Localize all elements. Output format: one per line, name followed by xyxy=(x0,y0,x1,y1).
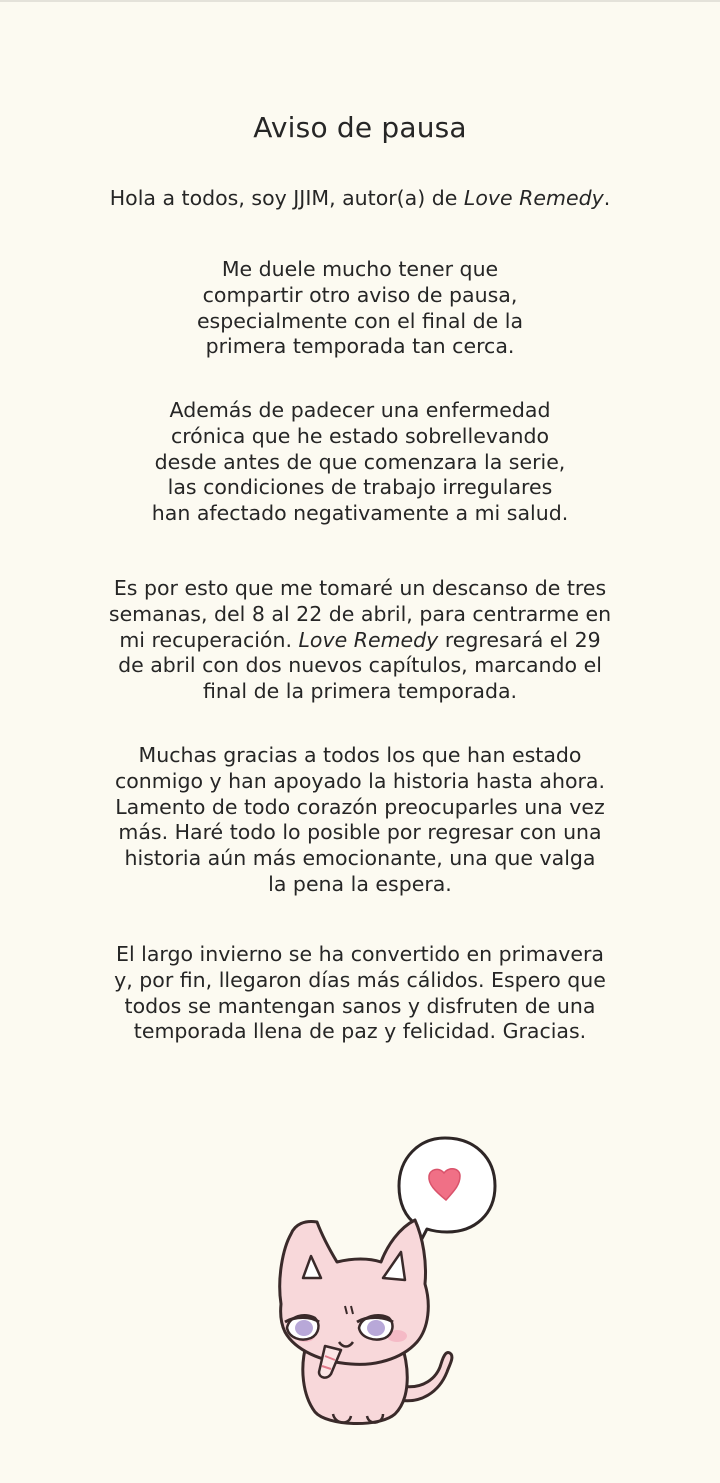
greeting-paragraph xyxy=(0,186,720,212)
paragraph-line xyxy=(0,628,720,654)
top-divider xyxy=(0,0,720,2)
paragraph-line: semanas, del 8 al 22 de abril, para centrarme en xyxy=(108,601,612,626)
paragraph-line: han afectado negativamente a mi salud. xyxy=(151,501,569,526)
greeting-line xyxy=(0,186,720,212)
paragraph-line: primera temporada tan cerca. xyxy=(205,334,515,359)
paragraph-line: y, por fin, llegaron días más cálidos. Espero que xyxy=(114,967,606,992)
paragraph-line: final de la primera temporada. xyxy=(202,679,518,704)
line-text: regresará el 29 xyxy=(438,627,601,652)
paragraph-line: Muchas gracias a todos los que han estado xyxy=(138,743,582,767)
greeting-punctuation: . xyxy=(603,186,611,210)
health-paragraph xyxy=(0,398,720,527)
line-text: mi recuperación. xyxy=(119,627,299,652)
paragraph-line: El largo invierno se ha convertido en primavera xyxy=(116,942,604,966)
closing-paragraph xyxy=(0,942,720,1045)
page-title: Aviso de pausa xyxy=(253,110,467,144)
paragraph-line: las condiciones de trabajo irregulares xyxy=(167,475,553,500)
paragraph-line: Me duele mucho tener que xyxy=(221,257,499,281)
paragraph-line: desde antes de que comenzara la serie, xyxy=(154,449,566,474)
paragraph-line: crónica que he estado sobrellevando xyxy=(170,423,550,448)
paragraph-line: Lamento de todo corazón preocuparles una vez xyxy=(115,794,605,819)
paragraph-line: Además de padecer una enfermedad xyxy=(169,398,551,422)
paragraph-line: historia aún más emocionante, una que valga xyxy=(124,846,596,871)
paragraph-line: más. Haré todo lo posible por regresar con una xyxy=(118,820,602,845)
paragraph-line: especialmente con el final de la xyxy=(196,308,524,333)
paragraph-line: conmigo y han apoyado la historia hasta ahora. xyxy=(114,768,606,793)
work-title: Love Remedy xyxy=(298,627,439,652)
hiatus-dates-paragraph xyxy=(0,576,720,705)
paragraph-line: la pena la espera. xyxy=(268,871,452,896)
paragraph-line: compartir otro aviso de pausa, xyxy=(202,282,518,307)
paragraph-line: todos se mantengan sanos y disfruten de una xyxy=(124,993,596,1018)
work-title: Love Remedy xyxy=(463,186,604,210)
thanks-paragraph xyxy=(0,743,720,898)
paragraph-line: de abril con dos nuevos capítulos, marcando el xyxy=(118,653,602,678)
paragraph-line: temporada llena de paz y felicidad. Gracias. xyxy=(133,1019,587,1044)
greeting-text: Hola a todos, soy JJIM, autor(a) de xyxy=(109,186,464,210)
apology-paragraph xyxy=(0,257,720,360)
paragraph-line: Es por esto que me tomaré un descanso de tres xyxy=(113,576,607,600)
cat-illustration xyxy=(255,1128,505,1438)
